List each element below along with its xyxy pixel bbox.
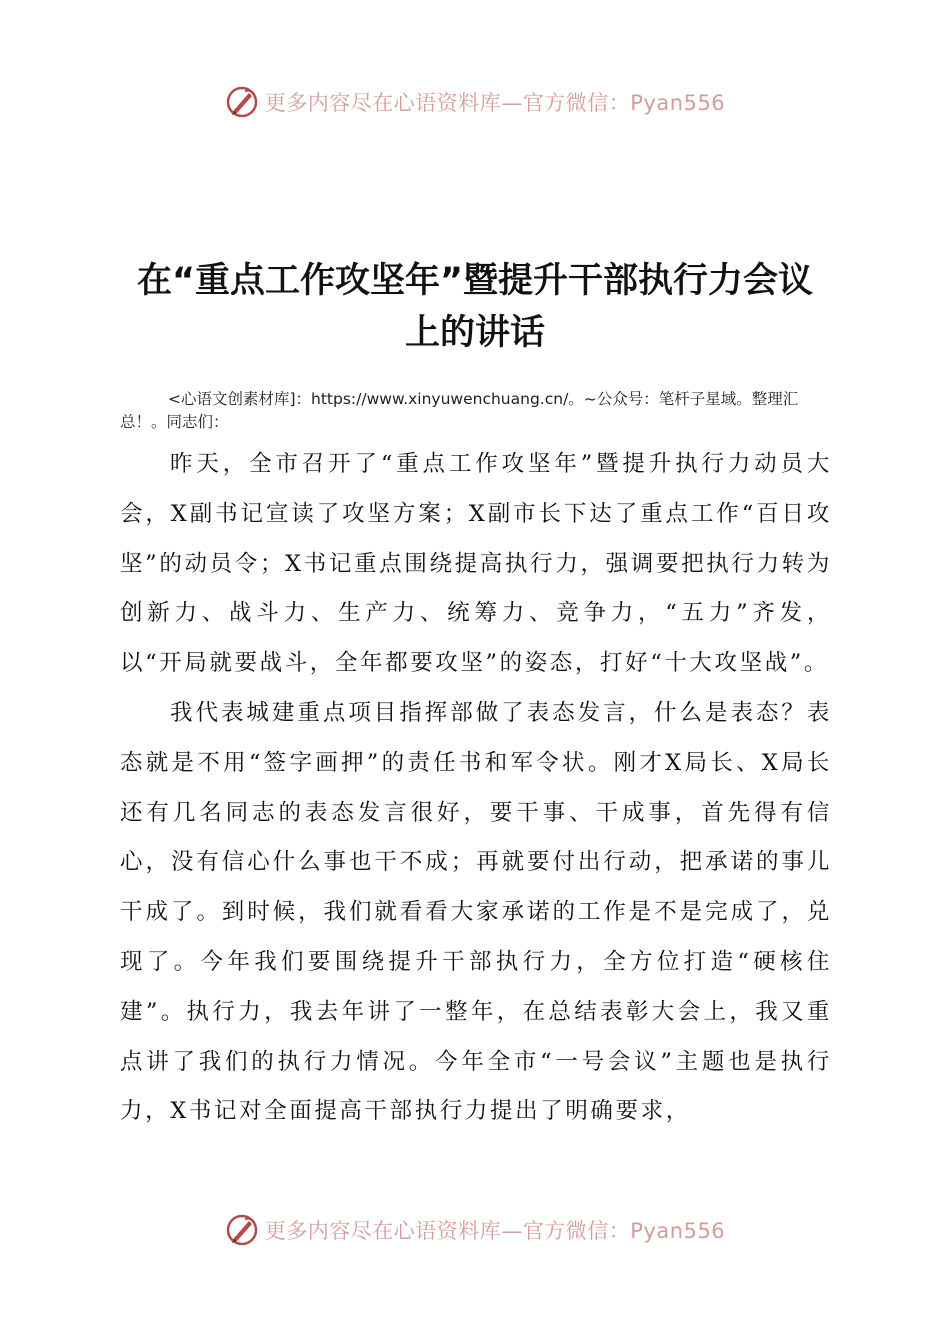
banner-contact: 官方微信：Pyan556	[522, 1219, 726, 1243]
banner-main-text: 更多内容尽在心语资料库	[264, 1219, 502, 1243]
banner-contact: 官方微信：Pyan556	[522, 91, 726, 115]
source-note: <心语文创素材库]：https://www.xinyuwenchuang.cn/。~公众号：笔杆子星域。整理汇总！。同志们：	[120, 390, 799, 431]
banner-separator: —	[501, 91, 523, 115]
banner-text	[265, 87, 725, 117]
banner-main-text: 更多内容尽在心语资料库	[264, 91, 502, 115]
pen-logo-icon	[225, 85, 259, 119]
paragraph-2: 我代表城建重点项目指挥部做了表态发言，什么是表态？表态就是不用“签字画押”的责任书和军令状。刚才X局长、X局长还有几名同志的表态发言很好，要干事、干成事，首先得有信心，没有信心什么事也干不成；再就要付出行动，把承诺的事儿干成了。到时候，我们就看看大家承诺的工作是不是完成了，兑现了。今年我们要围绕提升干部执行力，全方位打造“硬核住建”。执行力，我去年讲了一整年，在总结表彰大会上，我又重点讲了我们的执行力情况。今年全市“一号会议”主题也是执行力，X书记对全面提高干部执行力提出了明确要求，	[120, 699, 832, 1125]
banner-text	[265, 1215, 725, 1245]
document-body	[120, 440, 832, 1137]
paragraph-1: 昨天，全市召开了“重点工作攻坚年”暨提升执行力动员大会，X副书记宣读了攻坚方案；X副市长下达了重点工作“百日攻坚”的动员令；X书记重点围绕提高执行力，强调要把执行力转为创新力、战斗力、生产力、统筹力、竞争力，“五力”齐发，以“开局就要战斗，全年都要攻坚”的姿态，打好“十大攻坚战”。	[120, 451, 832, 677]
pen-logo-icon	[225, 1213, 259, 1247]
footer-banner	[0, 1210, 950, 1250]
document-title	[100, 255, 850, 359]
banner-separator: —	[501, 1219, 523, 1243]
title-line-1: 在“重点工作攻坚年”暨提升干部执行力会议	[136, 261, 813, 301]
title-line-2: 上的讲话	[404, 313, 545, 353]
header-banner	[0, 82, 950, 122]
